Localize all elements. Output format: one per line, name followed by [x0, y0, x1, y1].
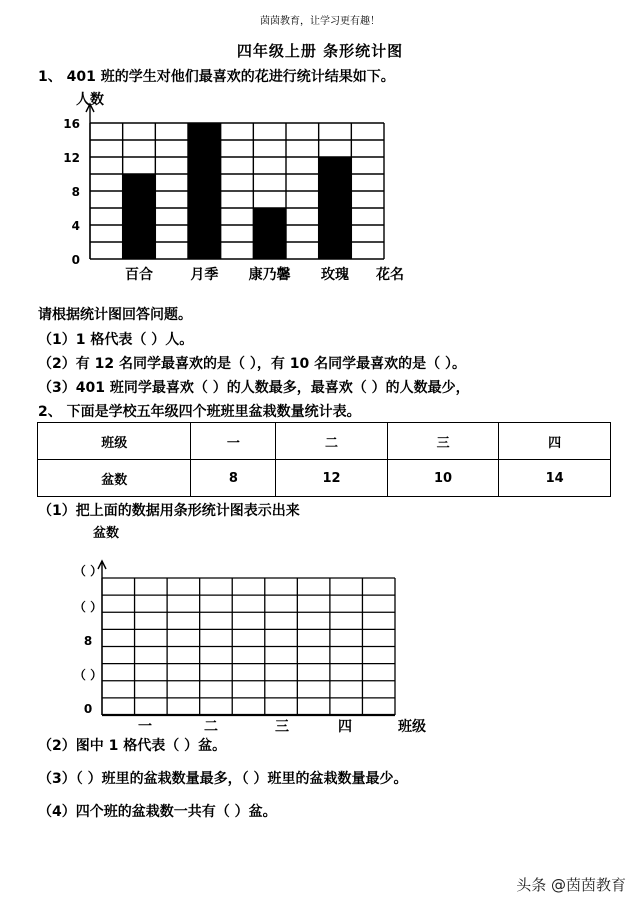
- question-1-1: （1）1 格代表（ ）人。: [38, 332, 194, 348]
- category-label: 玫瑰: [321, 267, 349, 283]
- table-header-cell: 二: [276, 423, 388, 460]
- question-2-text: 2、 下面是学校五年级四个班班里盆栽数量统计表。: [38, 404, 361, 420]
- table-cell: 12: [276, 460, 388, 497]
- chart2-ylabel: 盆数: [93, 526, 120, 541]
- category-label: 百合: [125, 267, 153, 283]
- table-cell: 8: [191, 460, 276, 497]
- category-label: 三: [275, 719, 289, 735]
- question-1-text: 1、 401 班的学生对他们最喜欢的花进行统计结果如下。: [38, 69, 395, 85]
- y-tick-label: （ ）: [73, 668, 103, 682]
- category-label: 月季: [190, 267, 219, 283]
- table-row-label: 盆数: [38, 460, 191, 497]
- footer-watermark: 头条 @茵茵教育: [516, 876, 626, 894]
- table-cell: 10: [387, 460, 499, 497]
- y-tick-label: 0: [71, 253, 80, 267]
- category-label: 康乃馨: [248, 267, 291, 283]
- y-tick-label: 4: [71, 219, 80, 233]
- page-title: 四年级上册 条形统计图: [236, 42, 404, 60]
- chart1-xlabel: 花名: [376, 267, 404, 283]
- table-header-cell: 一: [191, 423, 276, 460]
- question-1-2: （2）有 12 名同学最喜欢的是（ ），有 10 名同学最喜欢的是（ ）。: [38, 356, 466, 372]
- table-cell: 14: [499, 460, 611, 497]
- y-tick-label: 16: [63, 117, 80, 131]
- y-tick-label: （ ）: [73, 564, 103, 578]
- instruction-text: 请根据统计图回答问题。: [38, 307, 192, 323]
- table-header-cell: 四: [499, 423, 611, 460]
- question-2-4: （4）四个班的盆栽数一共有（ ）盆。: [38, 804, 277, 820]
- category-label: 二: [204, 719, 218, 735]
- y-tick-label: 8: [83, 634, 93, 648]
- y-tick-label: 8: [71, 185, 80, 199]
- chart2-xlabel: 班级: [398, 719, 426, 735]
- question-1-3: （3）401 班同学最喜欢（ ）的人数最多，最喜欢（ ）的人数最少，: [38, 380, 470, 396]
- y-tick-label: （ ）: [73, 600, 103, 614]
- question-2-2: （2）图中 1 格代表（ ）盆。: [38, 738, 227, 754]
- table-header-cell: 班级: [38, 423, 191, 460]
- y-tick-label: 0: [83, 702, 93, 716]
- category-label: 四: [338, 719, 352, 735]
- question-2-3: （3）（ ）班里的盆栽数量最多，（ ）班里的盆栽数量最少。: [38, 771, 408, 787]
- category-label: 一: [138, 719, 152, 735]
- question-2-1: （1）把上面的数据用条形统计图表示出来: [38, 503, 300, 519]
- chart1-ylabel: 人数: [76, 92, 104, 108]
- page-header: 茵茵教育，让学习更有趣！: [260, 16, 380, 27]
- y-tick-label: 12: [63, 151, 80, 165]
- table-header-cell: 三: [387, 423, 499, 460]
